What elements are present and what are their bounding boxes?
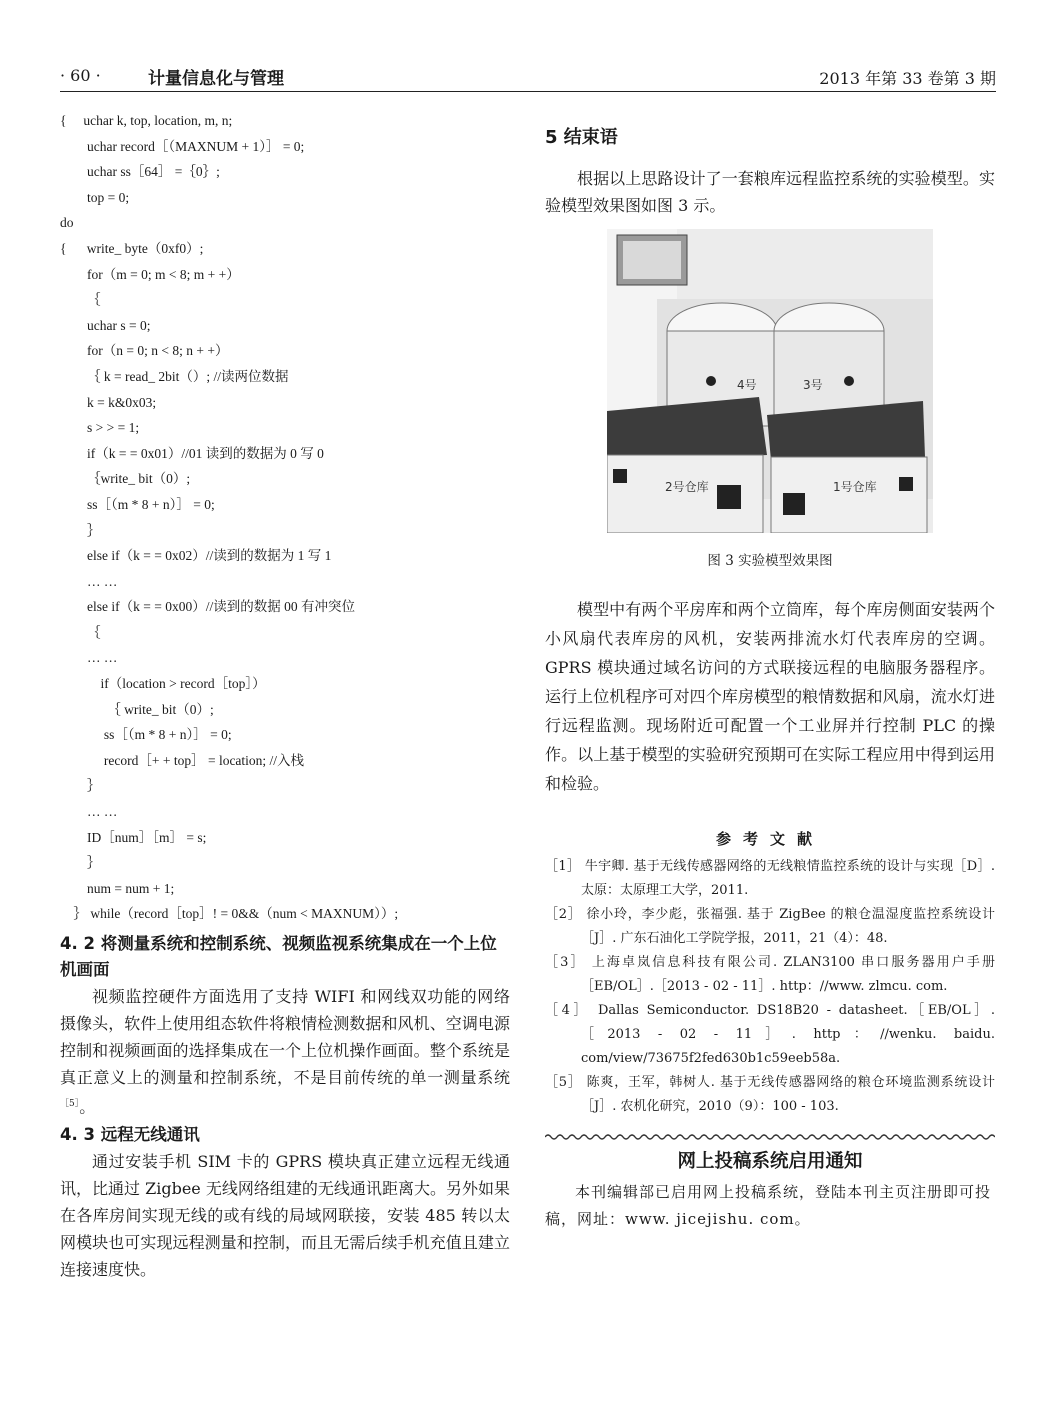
code-line: num = num + 1; (60, 880, 175, 896)
section-5-title: 5 结束语 (545, 127, 618, 148)
code-line: top = 0; (60, 189, 130, 205)
issue-info: 2013 年第 33 卷第 3 期 (819, 69, 996, 88)
code-line: uchar ss［64］ =｛0｝; (60, 164, 220, 180)
code-listing (60, 108, 510, 927)
code-line: if（k = = 0x01）//01 读到的数据为 0 写 0 (60, 445, 324, 461)
code-line: uchar s = 0; (60, 317, 151, 333)
section-4-3-body: 通过安装手机 SIM 卡的 GPRS 模块真正建立远程无线通讯，比通过 Zigbee 无线网络组建的无线通讯距离大。另外如果在各库房间实现无线的或有线的局域网联接，安装 485 转以太网模块也可实现远程测量和控制，而且无需后续手机充值且建立连接速度快。 (60, 1152, 510, 1280)
code-line: if（location > record［top］） (60, 676, 266, 692)
reference-item: ［2］ 徐小玲，李少彪，张福强. 基于 ZigBee 的粮仓温湿度监控系统设计［J］. 广东石油化工学院学报，2011，21（4）：48. (545, 907, 995, 946)
code-line: ｛write_ bit（0）; (60, 471, 191, 487)
code-line: { write_ byte（0xf0）; (60, 240, 204, 256)
code-line: do (60, 215, 74, 231)
figure-3-photo (607, 229, 933, 533)
left-column (60, 108, 510, 1283)
header-rule (60, 91, 996, 92)
silo-4-label: 4号 (737, 378, 757, 392)
code-line: s > > = 1; (60, 420, 140, 436)
code-line: ｝ (60, 778, 101, 794)
code-line: else if（k = = 0x02）//读到的数据为 1 写 1 (60, 548, 332, 564)
notice-title: 网上投稿系统启用通知 (677, 1151, 863, 1172)
running-header (60, 62, 996, 90)
code-line: record［+ + top］ = location; //入栈 (60, 752, 305, 768)
code-line: … … (60, 650, 118, 666)
code-line: ID［num］［m］ = s; (60, 829, 207, 845)
code-line: else if（k = = 0x00）//读到的数据 00 有冲突位 (60, 599, 355, 615)
code-line: ｛ (60, 292, 101, 308)
references-list (545, 855, 995, 1119)
code-line: ss［（m * 8 + n）］ = 0; (60, 727, 232, 743)
code-line: … … (60, 573, 118, 589)
notice-body: 本刊编辑部已启用网上投稿系统，登陆本刊主页注册即可投稿，网址：www. jicejishu. com。 (545, 1183, 992, 1228)
code-line: ｝ while（record［top］! = 0&&（num < MAXNUM））; (60, 906, 399, 922)
code-line: ss［（m * 8 + n）］ = 0; (60, 496, 215, 512)
reference-item: ［1］ 牛宇卿. 基于无线传感器网络的无线粮情监控系统的设计与实现［D］. 太原：太原理工大学，2011. (545, 859, 995, 898)
reference-item: ［4］ Dallas Semiconductor. DS18B20 - datasheet.［EB/OL］.［2013 - 02 - 11］. http：//wenku. baidu. com/view/73675f2fed630b1c59eeb58a. (545, 1003, 995, 1066)
section-4-2-end: 。 (79, 1097, 96, 1117)
wavy-divider (545, 1127, 995, 1137)
section-4-3-title: 4. 3 远程无线通讯 (60, 1125, 200, 1145)
code-line: ｛ k = read_ 2bit（）; //读两位数据 (60, 368, 289, 384)
warehouse-2-label: 2号仓库 (665, 480, 709, 494)
reference-item: ［5］ 陈爽，王军，韩树人. 基于无线传感器网络的粮仓环境监测系统设计［J］. 农机化研究，2010（9）：100 - 103. (545, 1075, 995, 1114)
model-description: 模型中有两个平房库和两个立筒库，每个库房侧面安装两个小风扇代表库房的风机，安装两排流水灯代表库房的空调。GPRS 模块通过域名访问的方式联接远程的电脑服务器程序。运行上位机程序可对四个库房模型的粮情数据和风扇，流水灯进行远程监测。现场附近可配置一个工业屏并行控制 PLC 的操作。以上基于模型的实验研究预期可在实际工程应用中得到运用和检验。 (545, 600, 995, 793)
references-heading: 参考文献 (715, 830, 824, 848)
granary-model-photo (607, 229, 933, 533)
section-4-2-body (60, 983, 510, 1120)
figure-3-caption: 图 3 实验模型效果图 (707, 553, 833, 569)
reference-item: ［3］ 上海卓岚信息科技有限公司. ZLAN3100 串口服务器用户手册［EB/OL］.［2013 - 02 - 11］. http：//www. zlmcu. com. (545, 955, 995, 994)
code-line: ｛ write_ bit（0）; (60, 701, 214, 717)
section-5-body: 根据以上思路设计了一套粮库远程监控系统的实验模型。实验模型效果图如图 3 示。 (545, 169, 995, 215)
code-line: ｝ (60, 522, 101, 538)
code-line: { uchar k, top, location, m, n; (60, 113, 233, 128)
warehouse-1-label: 1号仓库 (833, 480, 877, 494)
journal-title: 计量信息化与管理 (148, 69, 284, 89)
page-number: · 60 · (60, 66, 101, 85)
section-4-2-title: 4. 2 将测量系统和控制系统、视频监视系统集成在一个上位机画面 (60, 934, 497, 979)
code-line: k = k&0x03; (60, 394, 157, 410)
code-line: … … (60, 804, 118, 820)
code-line: uchar record［（MAXNUM + 1）］ = 0; (60, 138, 305, 154)
right-column (545, 125, 995, 1233)
section-4-2-text: 视频监控硬件方面选用了支持 WIFI 和网线双功能的网络摄像头，软件上使用组态软件将粮情检测数据和风机、空调电源控制和视频画面的选择集成在一个上位机操作画面。整个系统是真正意义上的测量和控制系统，不是目前传统的单一测量系统 (60, 987, 510, 1087)
code-line: ｝ (60, 855, 101, 871)
citation: ［5］ (60, 1099, 80, 1109)
code-line: for（m = 0; m < 8; m + +） (60, 266, 240, 282)
code-line: for（n = 0; n < 8; n + +） (60, 343, 229, 359)
silo-3-label: 3号 (803, 378, 823, 392)
code-line: ｛ (60, 624, 101, 640)
